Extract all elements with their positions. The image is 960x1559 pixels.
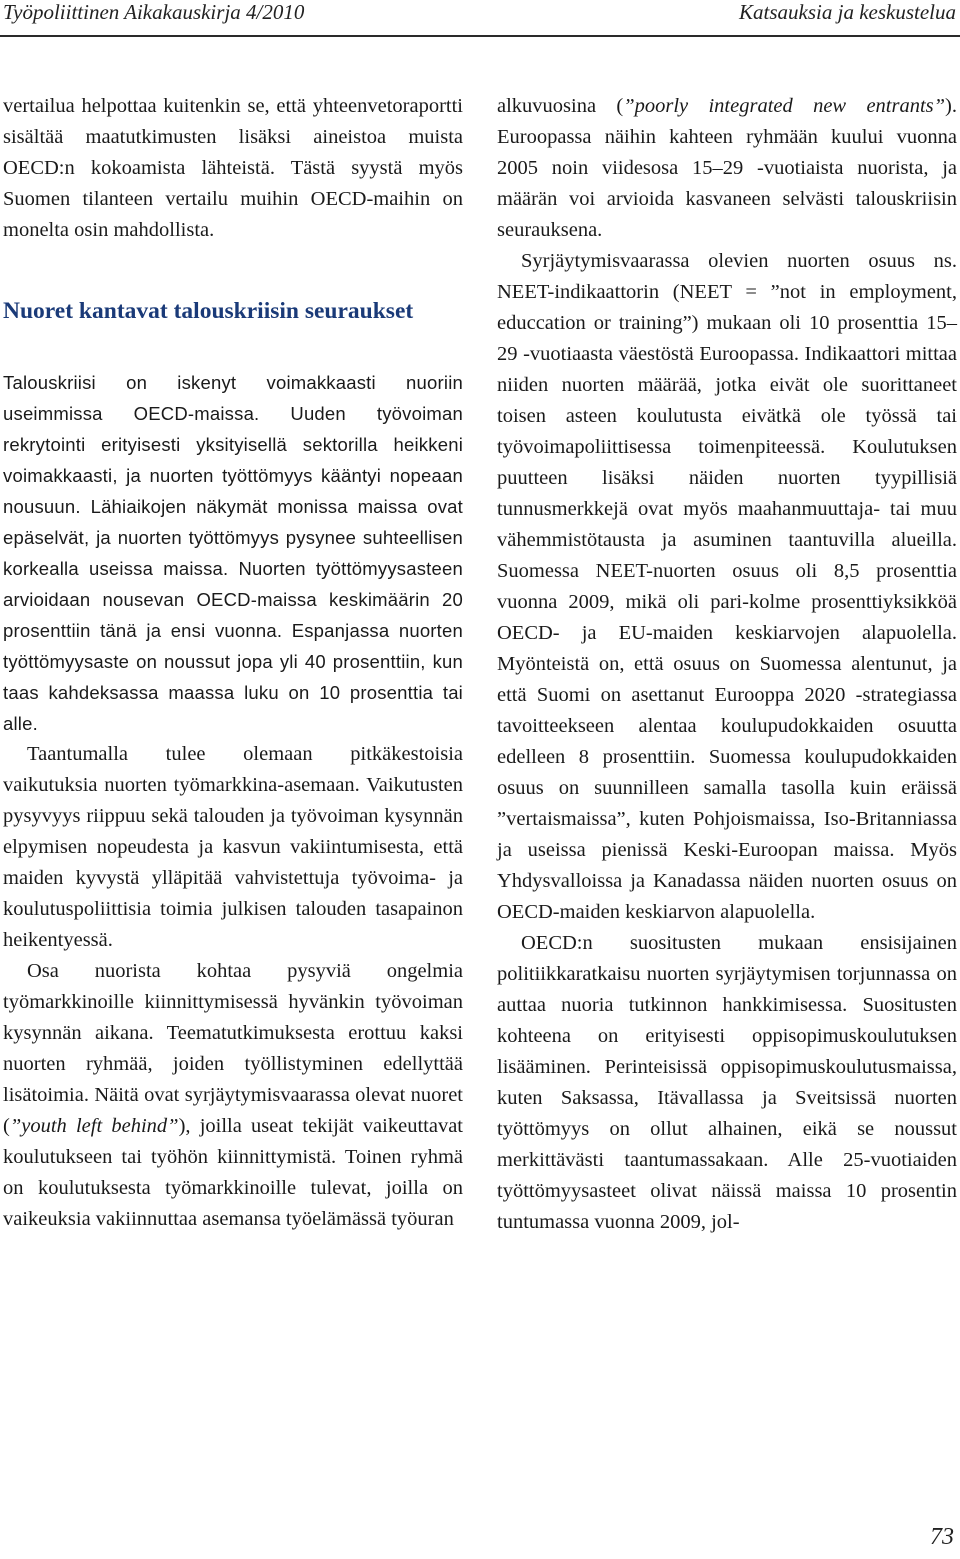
journal-title: Työpoliittinen Aikakauskirja 4/2010 [3, 0, 305, 24]
right-column [497, 91, 957, 1238]
section-title: Katsauksia ja keskustelua [739, 0, 956, 24]
spacer [3, 246, 463, 296]
body-paragraph-6: OECD:n suositusten mukaan ensisijainen politiikkaratkaisu nuorten syrjäytymisen torjunnassa on auttaa nuoria tutkinnon hankkimisessa. Suositusten kohteena on erityisesti oppisopimuskoulutuksen lisääminen. Perinteisissä oppisopimuskoulutusmaissa, kuten Saksassa, Itävallassa ja Sveitsissä nuorten työttömyys on ollut alhainen, eikä se noussut merkittävästi taantumassakaan. Alle 25-vuotiaiden työttömyysasteet olivat näissä maissa 10 prosentin tuntumassa vuonna 2009, jol- [497, 932, 957, 1233]
text-run: alkuvuosina ( [497, 95, 624, 117]
intro-paragraph: vertailua helpottaa kuitenkin se, että yhteenvetoraportti sisältää maatutkimusten lisäksi aineistoa muista OECD:n kokoamista lähteistä. Tästä syystä myös Suomen tilanteen vertailu muihin OECD-maihin on monelta osin mahdollista. [3, 95, 463, 241]
header-rule [0, 35, 960, 37]
text-run: Osa nuorista kohtaa pysyviä ongelmia työmarkkinoille kiinnittymisessä hyvänkin työvoiman kysynnän aikana. Teematutkimuksesta erottuu kaksi nuorten ryhmää, joiden työllistyminen edellyttää lisätoimia. Näitä ovat syrjäytymisvaarassa olevat nuoret ( [3, 960, 463, 1137]
body-paragraph-2: Taantumalla tulee olemaan pitkäkestoisia vaikutuksia nuorten työmarkkina-asemaan. Vaikutusten pysyvyys riippuu sekä talouden ja työvoiman kysynnän elpymisen nopeudesta ja kasvun vakiintumisesta, että maiden kyvystä ylläpitää vahvistettuja työvoima- ja koulutuspoliittisia toimia julkisen talouden tasapainon heikentyessä. [3, 743, 463, 951]
text-run: ), joilla useat tekijät vaikeuttavat koulutukseen tai työhön kiinnittymistä. Toinen ryhmä on koulutuksesta työmarkkinoille tulevat, joilla on vaikeuksia vakiinnuttaa asemansa työelämässä työuran [3, 1115, 463, 1230]
running-header [0, 0, 960, 28]
text-run: ). Euroopassa näihin kahteen ryhmään kuului vuonna 2005 noin viidesosa 15–29 -vuotiaista nuorista, ja määrän voi arvioida kasvaneen selvästi talouskriisin seurauksena. [497, 95, 957, 241]
body-paragraph-5: Syrjäytymisvaarassa olevien nuorten osuus ns. NEET-indikaattorin (NEET = ”not in employment, educcation or training”) mukaan oli 10 prosenttia 15–29 -vuotiaasta väestöstä Euroopassa. Indikaattori mittaa niiden nuorten määrää, jotka eivät ole suorittaneet toisen asteen koulutusta eivätkä ole työssä tai työvoimapoliittisessa toimenpiteessä. Koulutuksen puutteen lisäksi näiden nuorten tyypillisiä tunnusmerkkejä ovat myös maahanmuuttaja- tai muu vähemmistötausta ja asuminen taantuvilla alueilla. Suomessa NEET-nuorten osuus oli 8,5 prosenttia vuonna 2009, mikä oli pari-kolme prosenttiyksikköä OECD- ja EU-maiden keskiarvojen alapuolella. Myönteistä on, että osuus on Suomessa alentunut, ja että Suomi on asettanut Eurooppa 2020 -strategiassa tavoitteekseen alentaa koulupudokkaiden osuutta edelleen 8 prosenttiin. Suomessa koulupudokkaiden osuus on suunnilleen samalla tasolla kuin eräissä ”vertaismaissa”, kuten Pohjoismaissa, Iso-Britanniassa ja useissa pienissä Keski-Euroopan maissa. Myös Yhdysvalloissa ja Kanadassa näiden nuorten osuus on OECD-maiden keskiarvon alapuolella. [497, 250, 957, 923]
body-paragraph-3 [3, 956, 463, 1235]
section-heading: Nuoret kantavat talouskriisin seuraukset [3, 298, 414, 324]
body-paragraph-4 [497, 91, 957, 246]
italic-term: ”poorly integrated new entrants” [623, 95, 946, 117]
italic-term: ”youth left behind” [9, 1115, 179, 1137]
left-column [3, 91, 463, 1235]
page-number: 73 [930, 1524, 954, 1550]
spacer [3, 327, 463, 367]
body-paragraph-1: Talouskriisi on iskenyt voimakkaasti nuoriin useimmissa OECD-maissa. Uuden työvoiman rekrytointi erityisesti yksityisellä sektorilla heikkeni voimakkaasti, ja nuorten työttömyys kääntyi nopeaan nousuun. Lähiaikojen näkymät monissa maissa ovat epäselvät, ja nuorten työttömyys pysynee suhteellisen korkealla useissa maissa. Nuorten työttömyysasteen arvioidaan nousevan OECD-maissa keskimäärin 20 prosenttiin tänä ja ensi vuonna. Espanjassa nuorten työttömyysaste on noussut jopa yli 40 prosenttiin, kun taas kahdeksassa maassa luku on 10 prosenttia tai alle. [3, 372, 463, 734]
